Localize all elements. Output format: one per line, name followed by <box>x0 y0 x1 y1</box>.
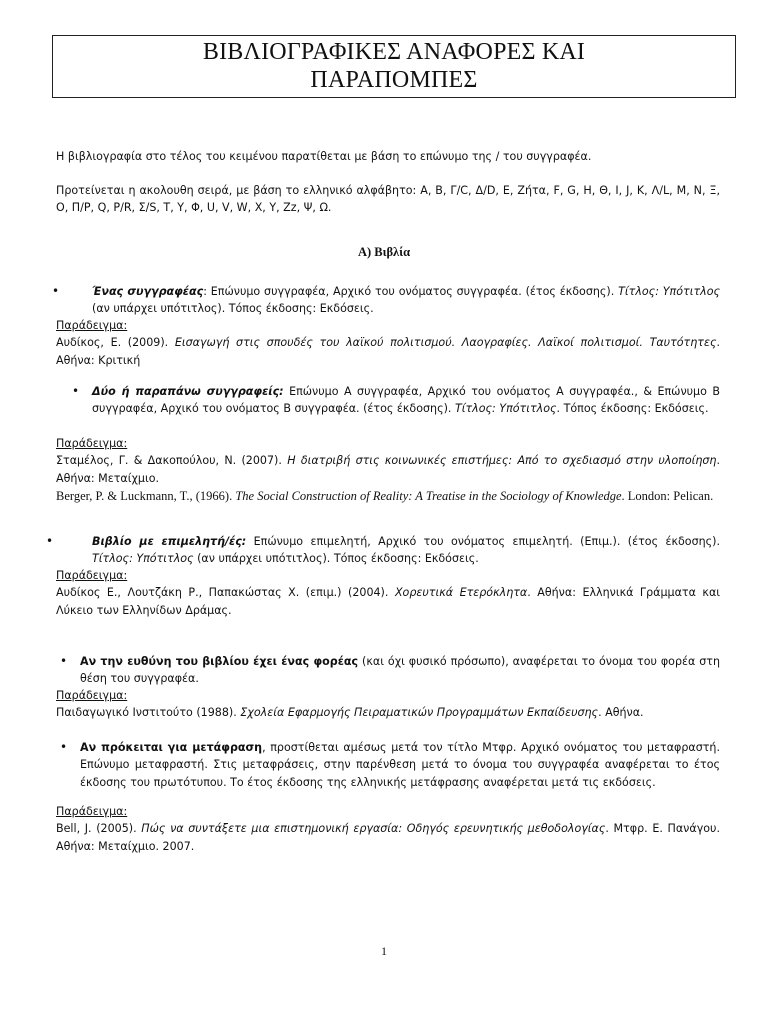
rule-editors <box>92 533 720 568</box>
example-title-italic: Εισαγωγή στις σπουδές του λαϊκού πολιτισμού. Λαογραφίες. Λαϊκοί πολιτισμοί. Ταυτότητες <box>174 336 717 350</box>
example-label: Παράδειγμα: <box>56 689 128 702</box>
example-text: Berger, P. & Luckmann, T., (1966). <box>56 488 236 503</box>
rule-title-italic: Τίτλος: Υπότιτλος <box>618 285 721 298</box>
rule-single-author <box>92 283 720 318</box>
document-title <box>52 35 736 98</box>
rule-text: . Τόπος έκδοσης: Εκδόσεις. <box>556 402 709 416</box>
item-heading: Αν την ευθύνη του βιβλίου έχει ένας φορέας <box>80 655 359 668</box>
example-title-italic: Πώς να συντάξετε μια επιστημονική εργασία: Οδηγός ερευνητικής μεθοδολογίας <box>141 822 606 836</box>
example-text: . Αθήνα: Μεταίχμιο. <box>56 454 720 485</box>
bullet-icon: • <box>46 534 54 548</box>
rule-text: , προστίθεται αμέσως μετά τον τίτλο Μτφρ. Αρχικό ονόματος του μεταφραστή. Επώνυμο μεταφραστή. Στις μεταφράσεις, στην παρένθεση μετά το όνομα του συγγραφέα αναφέρεται το έτος έκδοσης του πρωτότυπου. Το έτος έκδοσης της ελληνικής μετάφρασης αναφέρεται μετά τις εκδόσεις. <box>80 741 720 789</box>
example-text: Αυδίκος Ε., Λουτζάκη Ρ., Παπακώστας Χ. (επιμ.) (2004). <box>56 586 395 600</box>
example-title-italic: Χορευτικά Ετερόκλητα <box>394 586 528 600</box>
rule-text: Επώνυμο Α συγγραφέα, Αρχικό του ονόματος Α συγγραφέα., & Επώνυμο Β συγγραφέα, Αρχικό του ονόματος Β συγγραφέα. (έτος έκδοσης). <box>92 385 720 416</box>
example-organization <box>56 687 720 722</box>
rule-text: (αν υπάρχει υπότιτλος). Τόπος έκδοσης: Εκδόσεις. <box>92 302 374 316</box>
rule-title-italic: Τίτλος: Υπότιτλος <box>454 402 557 416</box>
example-text: . Μτφρ. Ε. Πανάγου. Αθήνα: Μεταίχμιο. 2007. <box>56 822 720 853</box>
intro-paragraph-2: Προτείνεται η ακολουθη σειρά, με βάση το ελληνικό αλφάβητο: Α, Β, Γ/C, Δ/D, Ε, Ζήτα, F, G, H, Θ, I, J, K, Λ/L, M, N, Ξ, O, Π/P, Q, P/R, Σ/S, T, Y, Φ, U, V, W, X, Y, Zz, Ψ, Ω. <box>56 184 720 215</box>
example-text: Αυδίκος, Ε. (2009). <box>56 336 175 350</box>
rule-text: (αν υπάρχει υπότιτλος). Τόπος έκδοσης: Εκδόσεις. <box>193 552 479 566</box>
example-text: Bell, J. (2005). <box>56 822 142 836</box>
example-single-author <box>56 317 720 369</box>
item-heading: Δύο ή παραπάνω συγγραφείς: <box>92 385 284 398</box>
title-line-1: ΒΙΒΛΙΟΓΡΑΦΙΚΕΣ ΑΝΑΦΟΡΕΣ ΚΑΙ <box>202 39 586 65</box>
example-text: . Αθήνα: Κριτική <box>56 336 720 367</box>
rule-title-italic: Τίτλος: Υπότιτλος <box>92 552 194 566</box>
example-title-italic: Η διατριβή στις κοινωνικές επιστήμες: Από το σχεδιασμό στην υλοποίηση <box>287 454 717 468</box>
example-text: . Αθήνα: Ελληνικά Γράμματα και Λύκειο των Ελληνίδων Δράμας. <box>56 586 721 617</box>
rule-text: Επώνυμο επιμελητή, Αρχικό του ονόματος επιμελητή. (Επιμ.). (έτος έκδοσης). <box>246 535 721 548</box>
example-title-italic: The Social Construction of Reality: A Treatise in the Sociology of Knowledge <box>235 488 622 503</box>
example-label: Παράδειγμα: <box>56 805 128 818</box>
example-label: Παράδειγμα: <box>56 569 128 582</box>
bullet-icon: • <box>60 740 68 754</box>
bullet-icon: • <box>52 284 60 298</box>
rule-text: (και όχι φυσικό πρόσωπο), αναφέρεται το όνομα του φορέα στη θέση του συγγραφέα. <box>80 655 721 686</box>
example-label: Παράδειγμα: <box>56 319 128 332</box>
rule-organization <box>80 653 720 688</box>
rule-multiple-authors <box>92 383 720 418</box>
example-title-italic: Σχολεία Εφαρμογής Πειραματικών Προγραμμάτων Εκπαίδευσης <box>240 706 599 720</box>
rule-translation <box>80 739 720 791</box>
intro-paragraph-1: Η βιβλιογραφία στο τέλος του κειμένου παρατίθεται με βάση το επώνυμο της / του συγγραφέα. <box>56 150 592 163</box>
item-heading: Ένας συγγραφέας <box>92 285 204 298</box>
example-multiple-authors <box>56 435 720 505</box>
page-number: 1 <box>381 944 387 958</box>
example-text: . Αθήνα. <box>598 706 644 720</box>
example-translation <box>56 803 720 855</box>
section-heading-books: Α) Βιβλία <box>357 245 411 259</box>
item-heading: Βιβλίο με επιμελητή/ές: <box>92 535 247 548</box>
title-line-2: ΠΑΡΑΠΟΜΠΕΣ <box>310 67 478 93</box>
example-text: . London: Pelican. <box>621 488 714 503</box>
example-text: Παιδαγωγικό Ινστιτούτο (1988). <box>56 706 241 720</box>
example-label: Παράδειγμα: <box>56 437 128 450</box>
example-text: Σταμέλος, Γ. & Δακοπούλου, Ν. (2007). <box>56 454 288 468</box>
bullet-icon: • <box>72 384 80 398</box>
item-heading: Αν πρόκειται για μετάφραση <box>80 741 263 754</box>
bullet-icon: • <box>60 654 68 668</box>
rule-text: : Επώνυμο συγγραφέα, Αρχικό του ονόματος συγγραφέα. (έτος έκδοσης). <box>203 285 619 298</box>
example-editors <box>56 567 720 619</box>
